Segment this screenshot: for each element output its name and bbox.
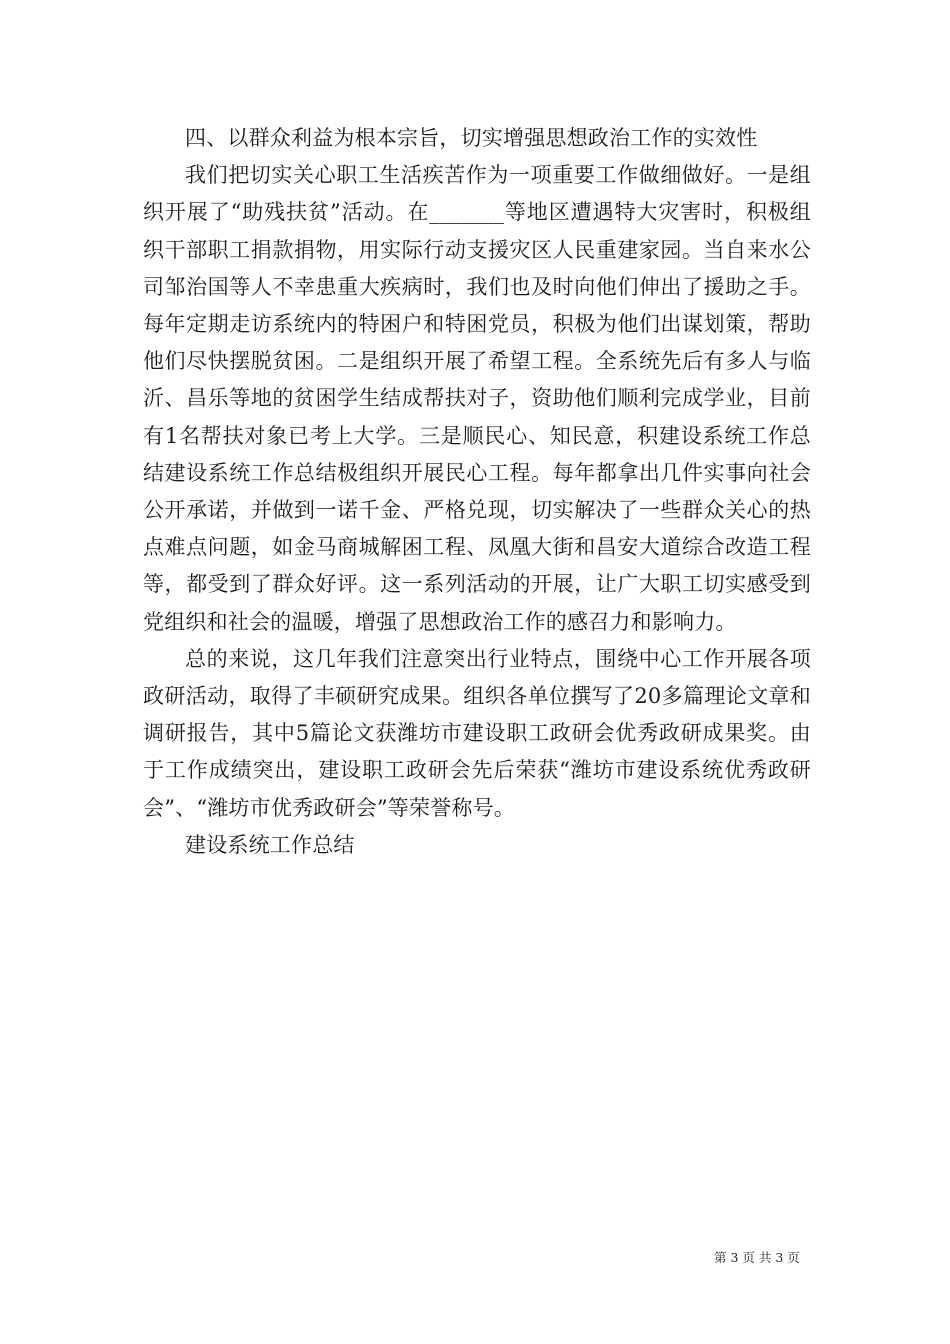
document-body [143, 120, 811, 864]
page-number-footer: 第 3 页 共 3 页 [714, 1250, 800, 1265]
paragraph-care-for-workers: 我们把切实关心职工生活疾苦作为一项重要工作做细做好。一是组织开展了“助残扶贫”活动。在_______等地区遭遇特大灾害时，积极组织干部职工捐款捐物，用实际行动支援灾区人民重建家园。当自来水公司邹治国等人不幸患重大疾病时，我们也及时向他们伸出了援助之手。每年定期走访系统内的特困户和特困党员，积极为他们出谋划策，帮助他们尽快摆脱贫困。二是组织开展了希望工程。全系统先后有多人与临沂、昌乐等地的贫困学生结成帮扶对子，资助他们顺利完成学业，目前有1名帮扶对象已考上大学。三是顺民心、知民意，积建设系统工作总结建设系统工作总结极组织开展民心工程。每年都拿出几件实事向社会公开承诺，并做到一诺千金、严格兑现，切实解决了一些群众关心的热点难点问题，如金马商城解困工程、凤凰大街和昌安大道综合改造工程等，都受到了群众好评。这一系列活动的开展，让广大职工切实感受到党组织和社会的温暖，增强了思想政治工作的感召力和影响力。 [143, 163, 811, 634]
paragraph-summary: 总的来说，这几年我们注意突出行业特点，围绕中心工作开展各项政研活动，取得了丰硕研究成果。组织各单位撰写了20多篇理论文章和调研报告，其中5篇论文获潍坊市建设职工政研会优秀政研成果奖。由于工作成绩突出，建设职工政研会先后荣获“潍坊市建设系统优秀政研会”、“潍坊市优秀政研会”等荣誉称号。 [143, 646, 811, 820]
paragraph-closing-title: 建设系统工作总结 [185, 832, 355, 857]
section-heading: 四、以群众利益为根本宗旨，切实增强思想政治工作的实效性 [185, 126, 758, 150]
